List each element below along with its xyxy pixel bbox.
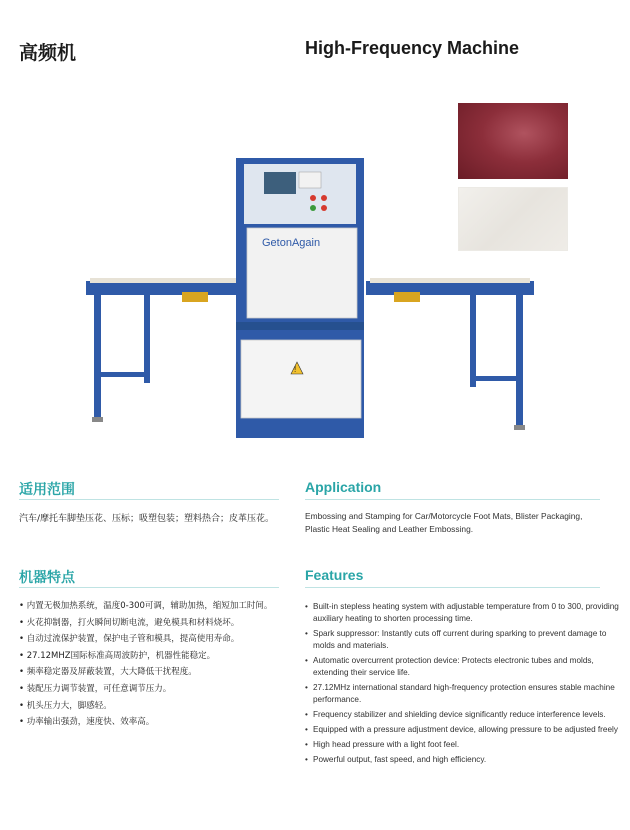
leather-texture-photo [458,187,568,251]
application-text-cn: 汽车/摩托车脚垫压花、压标；吸塑包装；塑料热合；皮革压花。 [19,514,275,524]
list-item: • 机头压力大，脚感轻。 [19,700,272,717]
divider [305,499,600,500]
list-item: • 频率稳定器及屏蔽装置，大大降低干扰程度。 [19,666,272,683]
svg-text:!: ! [294,365,297,374]
list-item: • Built-in stepless heating system with adjustable temperature from 0 to 300, providing auxiliary heating to shorten processing time. [305,601,623,625]
list-item: • Automatic overcurrent protection device: Protects electronic tubes and molds, extending their service life. [305,655,623,679]
list-item: • 火花抑制器，打火瞬间切断电流，避免模具和材料烧坏。 [19,617,272,634]
list-item: • 装配压力调节装置，可任意调节压力。 [19,683,272,700]
page-title-cn: 高频机 [19,42,77,64]
main-cabinet [236,158,364,438]
list-item: • Frequency stabilizer and shielding device significantly reduce interference levels. [305,709,623,721]
page-title-en: High-Frequency Machine [305,38,520,58]
application-heading-cn: 适用范围 [19,481,75,497]
features-list-en [305,601,623,769]
brand-label: GetonAgain [262,237,321,249]
list-item: • Equipped with a pressure adjustment device, allowing pressure to be adjusted freely [305,724,623,736]
features-heading-en: Features [305,567,364,583]
features-heading-cn: 机器特点 [19,569,75,585]
left-worktable [86,278,244,422]
list-item: • 27.12MHZ国际标准高周波防护，机器性能稳定。 [19,650,272,667]
list-item: • Powerful output, fast speed, and high efficiency. [305,754,623,766]
list-item: • High head pressure with a light foot feel. [305,739,623,751]
list-item: • Spark suppressor: Instantly cuts off current during sparking to prevent damage to molds and materials. [305,628,623,652]
application-text-en: Embossing and Stamping for Car/Motorcycle Foot Mats, Blister Packaging, Plastic Heat Sealing and Leather Embossing. [305,511,583,534]
divider [19,499,279,500]
list-item: • 27.12MHz international standard high-frequency protection ensures stable machine performance. [305,682,623,706]
list-item: • 内置无极加热系统，温度0-300可调，辅助加热，缩短加工时间。 [19,600,272,617]
divider [305,587,600,588]
right-worktable [366,278,534,430]
features-list-cn [19,600,272,733]
divider [19,587,279,588]
application-heading-en: Application [305,479,382,495]
foot-mat-embossing-photo [458,103,568,179]
list-item: • 功率输出强劲，速度快、效率高。 [19,716,272,733]
list-item: • 自动过流保护装置，保护电子管和模具，提高使用寿命。 [19,633,272,650]
